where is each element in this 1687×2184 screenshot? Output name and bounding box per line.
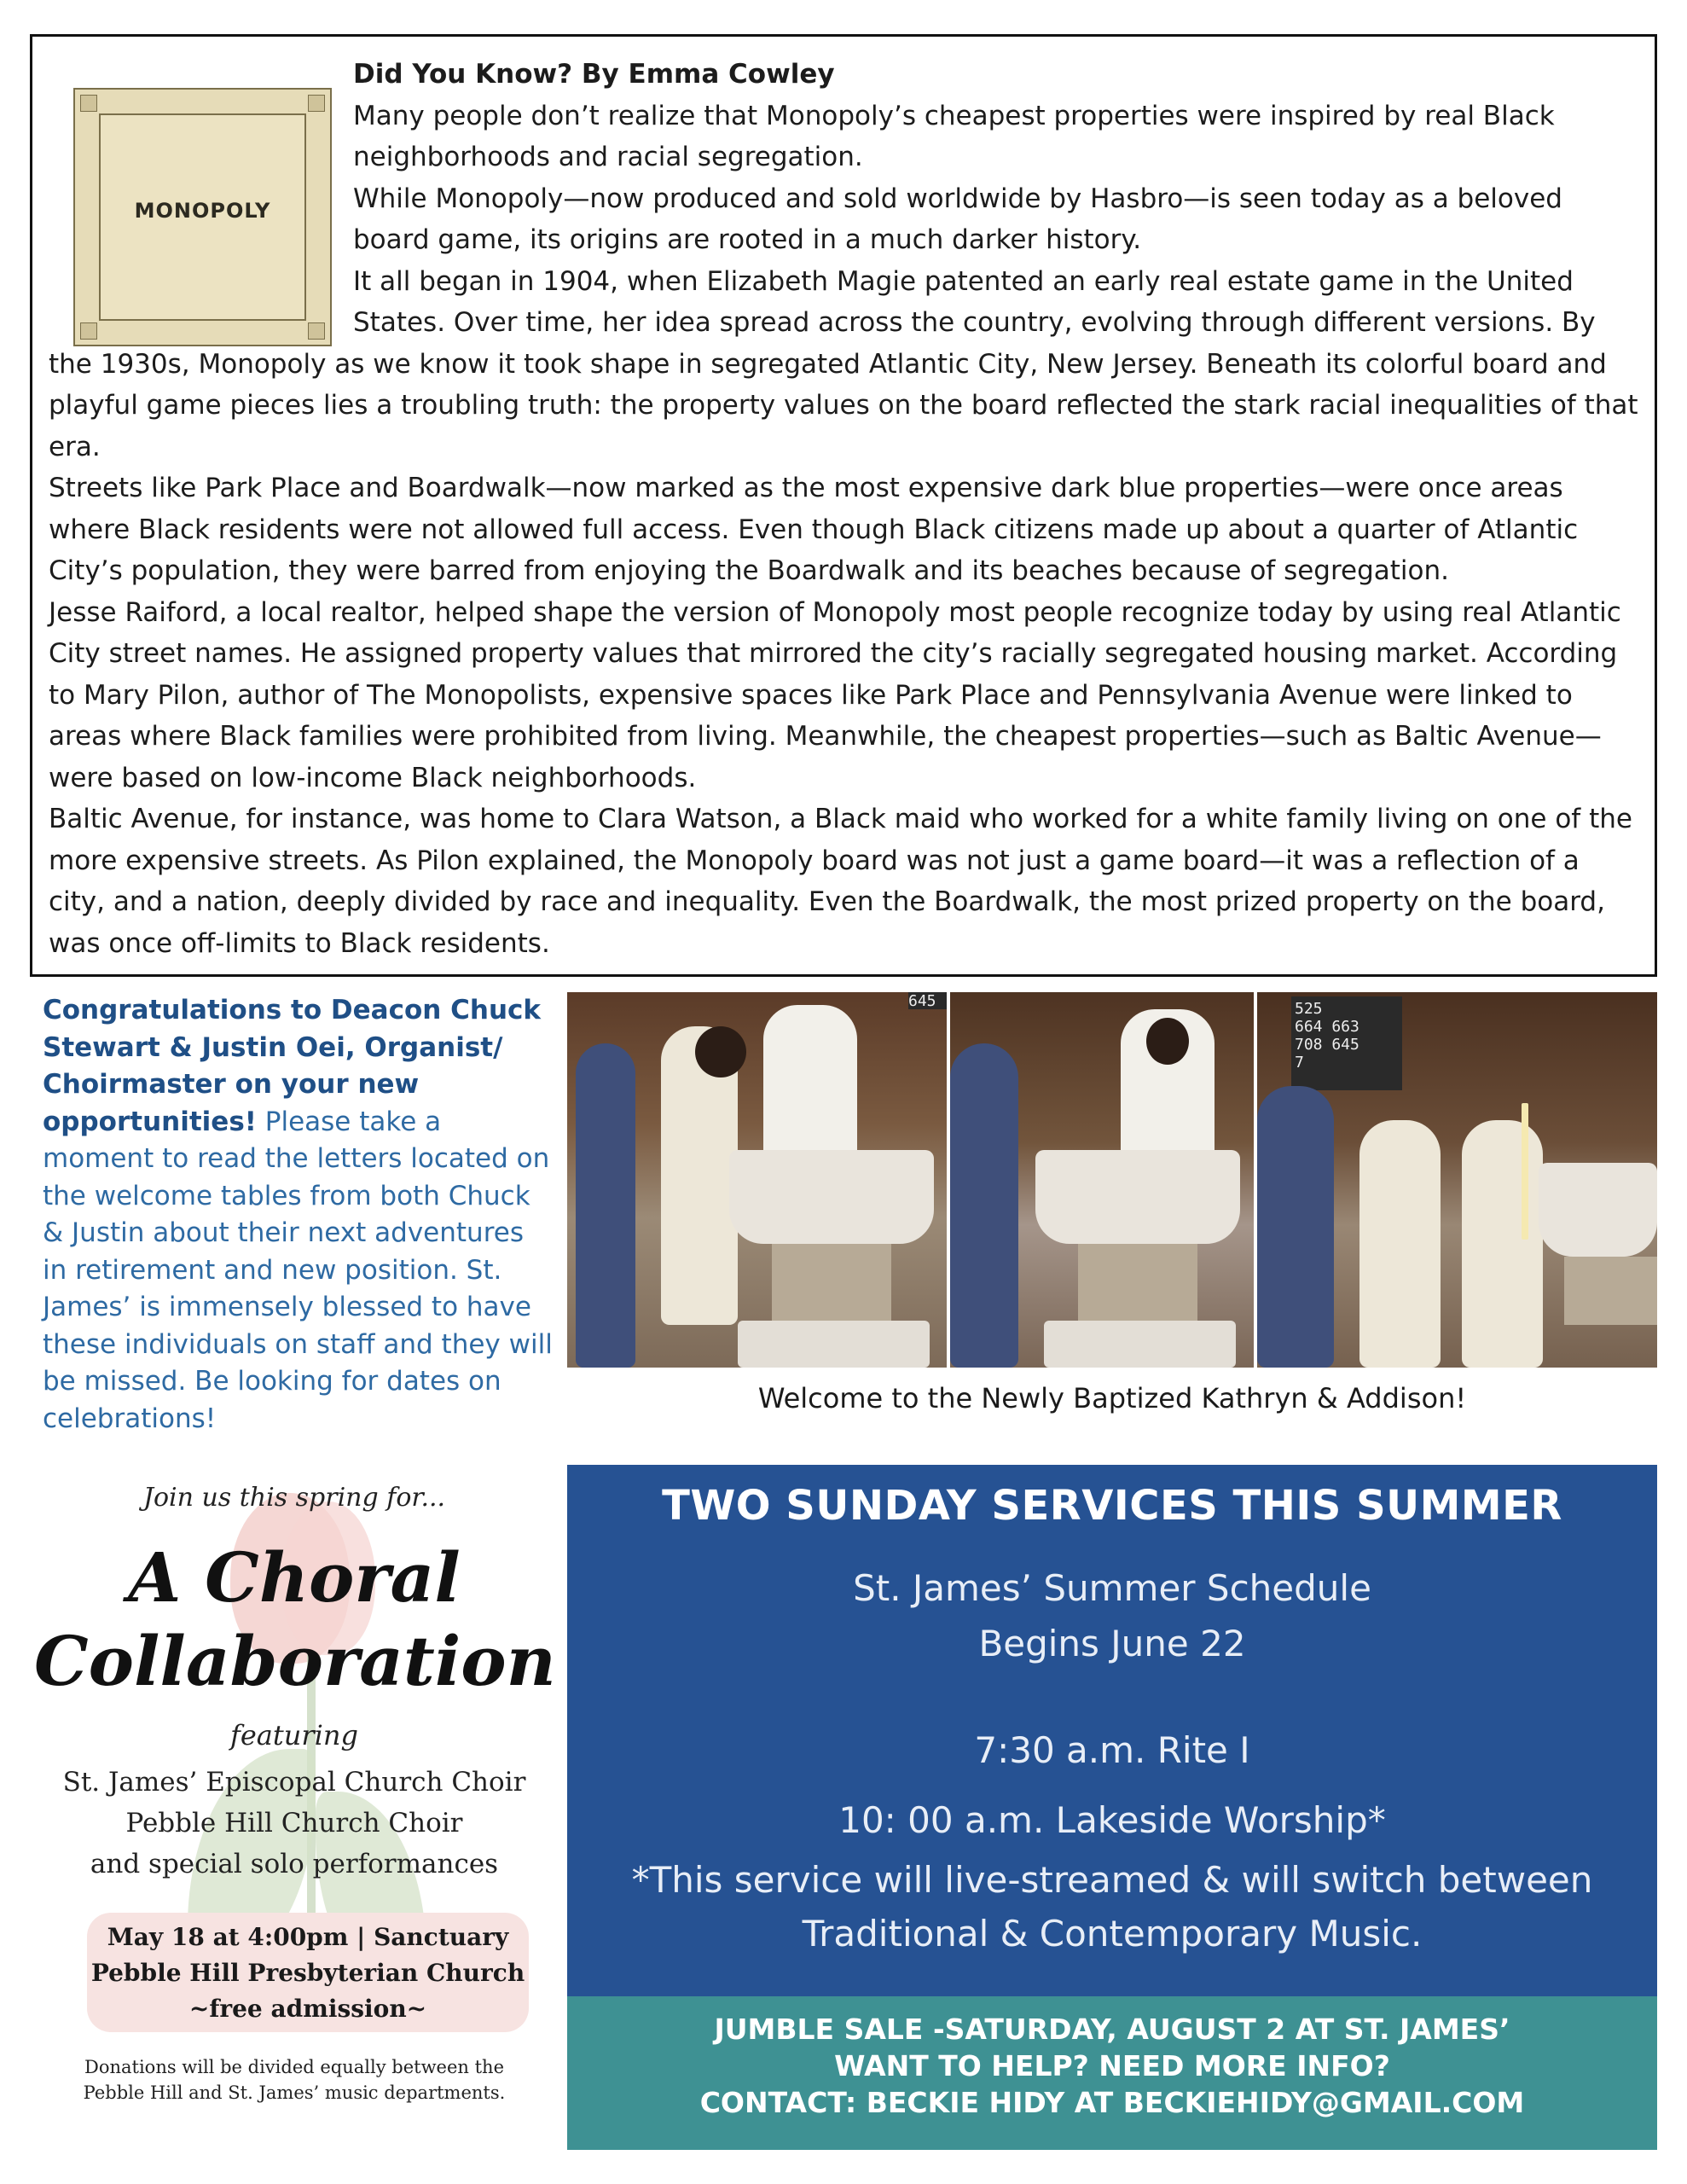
hymn-number: 525 — [1295, 1000, 1323, 1018]
choral-event-details — [87, 1913, 529, 2032]
choral-donations-note — [34, 2054, 554, 2106]
event-line: May 18 at 4:00pm | Sanctuary — [107, 1923, 509, 1951]
article-paragraph: It all began in 1904, when Elizabeth Magie patented an early real estate game in the United States. Over time, her idea spread across the country, evolving through different versions. By the 1930s, Monopoly as we know it took shape in segregated Atlantic City, New Jersey. Beneath its colorful board and playful game pieces lies a troubling truth: the property values on the board reflected the stark racial inequalities of that era. — [49, 265, 1638, 462]
choral-title-line: Collaboration — [34, 1621, 556, 1701]
baptism-photo-2 — [950, 992, 1254, 1368]
baptism-photo-1 — [567, 992, 947, 1368]
event-line: ~free admission~ — [188, 1995, 427, 2023]
jumble-sale-contact: CONTACT: BECKIE HIDY AT BECKIEHIDY@GMAIL.COM — [699, 2086, 1525, 2119]
hymn-number: 645 — [908, 992, 936, 1010]
congratulations-heading: Congratulations to Deacon Chuck Stewart & Justin Oei, Organist/ Choirmaster on your new opportunities! — [43, 995, 542, 1137]
choral-invite: Join us this spring for... — [142, 1483, 446, 1513]
baptism-photo-strip — [567, 992, 1657, 1368]
did-you-know-article — [49, 54, 1642, 964]
photo-caption: Welcome to the Newly Baptized Kathryn & Addison! — [757, 1382, 1467, 1414]
jumble-sale-banner — [567, 1996, 1657, 2150]
performer-line: St. James’ Episcopal Church Choir — [62, 1767, 526, 1798]
choral-title — [34, 1536, 554, 1703]
article-paragraph: Streets like Park Place and Boardwalk—now marked as the most expensive dark blue properties—were once areas where Black residents were not allowed full access. Even though Black citizens made up about a quarter of Atlantic City’s population, they were barred from enjoying the Boardwalk and its beaches because of segregation. — [49, 473, 1579, 586]
event-line: Pebble Hill Presbyterian Church — [90, 1959, 525, 1987]
monopoly-board-label: MONOPOLY — [134, 199, 271, 223]
baptism-photo-3 — [1257, 992, 1657, 1368]
service-time-lakeside: 10: 00 a.m. Lakeside Worship* — [838, 1799, 1386, 1841]
hymn-number: 7 — [1295, 1054, 1304, 1072]
performer-line: Pebble Hill Church Choir — [125, 1808, 463, 1838]
services-heading: TWO SUNDAY SERVICES THIS SUMMER — [662, 1482, 1562, 1530]
schedule-line: St. James’ Summer Schedule — [853, 1567, 1371, 1609]
service-time-rite: 7:30 a.m. Rite I — [974, 1729, 1250, 1771]
livestream-note: *This service will live-streamed & will switch between Traditional & Contemporary Music. — [631, 1859, 1593, 1955]
article-title: Did You Know? By Emma Cowley — [353, 59, 835, 90]
choral-title-line: A Choral — [128, 1537, 461, 1618]
article-paragraph: While Monopoly—now produced and sold worldwide by Hasbro—is seen today as a beloved board game, its origins are rooted in a much darker history. — [353, 183, 1562, 255]
congratulations-notice — [43, 992, 554, 1438]
performer-line: and special solo performances — [90, 1849, 499, 1879]
summer-services-panel — [567, 1465, 1657, 1996]
hymn-number: 664 663 — [1295, 1018, 1359, 1036]
choral-performers — [34, 1762, 554, 1885]
donations-line: Donations will be divided equally between the — [84, 2057, 504, 2077]
choral-featuring: featuring — [230, 1719, 358, 1751]
jumble-sale-help: WANT TO HELP? NEED MORE INFO? — [834, 2049, 1390, 2082]
congratulations-body: Please take a moment to read the letters located on the welcome tables from both Chuck & Justin about their next adventures in retirement and new position. St. James’ is immensely blessed to have these individuals on staff and they will be missed. Be looking for dates on celebrations! — [43, 1106, 553, 1434]
hymn-number: 708 645 — [1295, 1036, 1359, 1054]
article-paragraph: Jesse Raiford, a local realtor, helped shape the version of Monopoly most people recognize today by using real Atlantic City street names. He assigned property values that mirrored the city’s racially segregated housing market. According to Mary Pilon, author of The Monopolists, expensive spaces like Park Place and Pennsylvania Avenue were linked to areas where Black families were prohibited from living. Meanwhile, the cheapest properties—such as Baltic Avenue—were based on low-income Black neighborhoods. — [49, 596, 1621, 793]
choral-collaboration-flyer — [34, 1467, 554, 2150]
donations-line: Pebble Hill and St. James’ music departments. — [83, 2082, 506, 2103]
jumble-sale-date: JUMBLE SALE -SATURDAY, AUGUST 2 AT ST. JAMES’ — [714, 2013, 1510, 2046]
article-paragraph: Baltic Avenue, for instance, was home to Clara Watson, a Black maid who worked for a white family living on one of the more expensive streets. As Pilon explained, the Monopoly board was not just a game board—it was a reflection of a city, and a nation, deeply divided by race and inequality. Even the Boardwalk, the most prized property on the board, was once off-limits to Black residents. — [49, 804, 1632, 959]
did-you-know-box — [30, 34, 1657, 977]
schedule-start-date: Begins June 22 — [978, 1623, 1246, 1664]
article-paragraph: Many people don’t realize that Monopoly’s cheapest properties were inspired by real Black neighborhoods and racial segregation. — [353, 100, 1555, 172]
